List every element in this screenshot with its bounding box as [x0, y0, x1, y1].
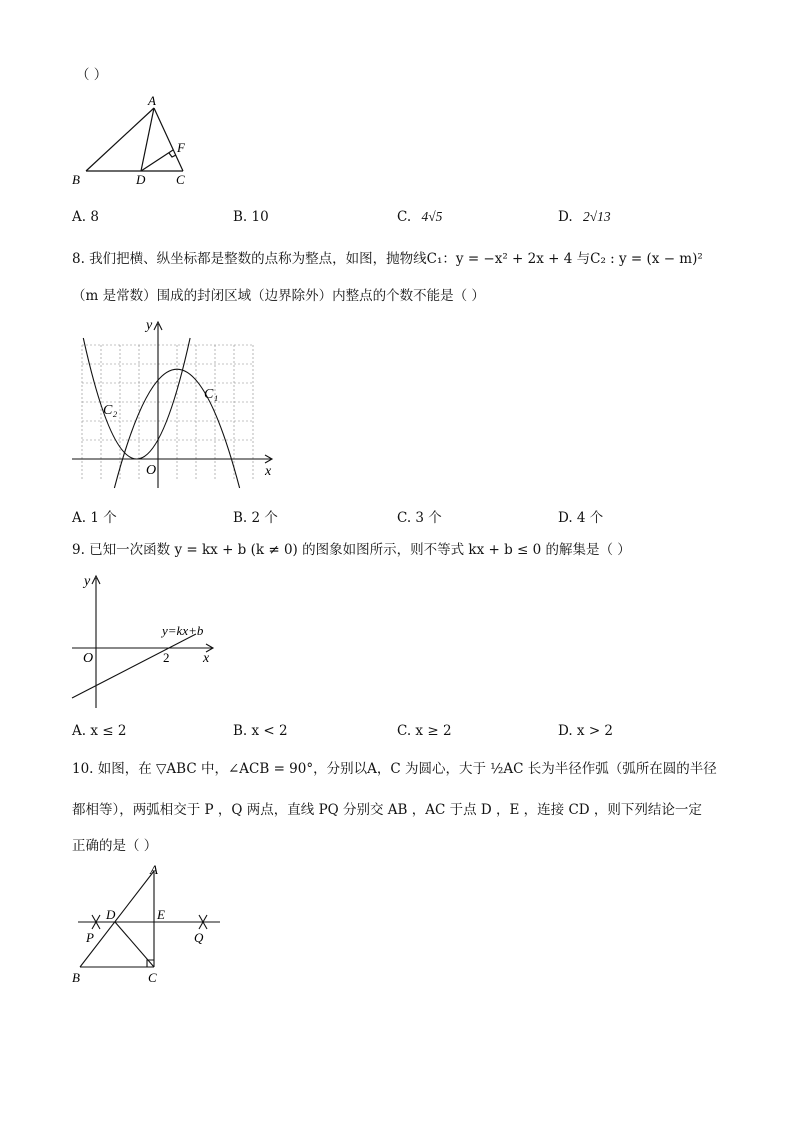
q7-option-c-value: 4√5: [421, 209, 443, 224]
segment-df: [141, 150, 173, 171]
q8-option-d: D. 4 个: [558, 510, 604, 526]
label-e: E: [157, 907, 165, 922]
q7-option-a: A. 8: [72, 209, 99, 225]
label-a: A: [150, 862, 158, 877]
q10-stem-line2: 都相等），两弧相交于 P ，Q 两点，直线 PQ 分别交 AB ，AC 于点 D ，E ，连接 CD ，则下列结论一定: [72, 802, 702, 818]
q8-option-b: B. 2 个: [233, 510, 278, 526]
c2-label: C₂: [103, 403, 118, 418]
q9-option-a: A. x ≤ 2: [72, 723, 127, 739]
q10-triangle-figure: [66, 858, 236, 988]
line-equation-label: y=kx+b: [162, 623, 204, 638]
q8-stem-line2: （m 是常数）围成的封闭区域（边界除外）内整点的个数不能是（ ）: [72, 288, 485, 304]
q7-option-c-prefix: C.: [397, 209, 412, 225]
curve-c2: [83, 338, 190, 459]
origin-label: O: [83, 651, 94, 666]
label-c: C: [176, 172, 185, 187]
label-b: B: [72, 970, 80, 985]
x-axis-label: x: [203, 651, 210, 666]
q8-option-c: C. 3 个: [397, 510, 442, 526]
q10-stem-line3: 正确的是（ ）: [72, 838, 158, 854]
y-axis-label: y: [84, 574, 91, 589]
q8-stem-line1: 8. 我们把横、纵坐标都是整数的点称为整点，如图，抛物线C₁：y = −x² + 2x + 4 与C₂ : y = (x − m)²: [72, 251, 703, 267]
q10-stem-line1: 10. 如图，在 ▽ABC 中，∠ACB = 90°，分别以A，C 为圆心，大于 ½AC 长为半径作弧（弧所在圆的半径: [72, 761, 717, 777]
label-d: D: [136, 172, 146, 187]
q9-option-b: B. x < 2: [233, 723, 288, 739]
c1-label: C₁: [204, 387, 219, 402]
q9-line-figure: [66, 570, 226, 710]
origin-label: O: [146, 463, 157, 478]
q9-option-d: D. x > 2: [558, 723, 614, 739]
q7-option-d-value: 2√13: [582, 209, 611, 224]
x-intercept-label: 2: [163, 650, 170, 665]
q7-triangle-figure: [66, 94, 196, 189]
q8-option-a: A. 1 个: [72, 510, 117, 526]
q7-option-c: [397, 209, 442, 225]
q7-option-d-prefix: D.: [558, 209, 573, 225]
q9-stem-line1: 9. 已知一次函数 y = kx + b (k ≠ 0) 的图象如图所示，则不等式 kx + b ≤ 0 的解集是（ ）: [72, 542, 631, 558]
q8-parabola-figure: [66, 310, 281, 490]
label-f: F: [177, 140, 185, 155]
q7-option-b: B. 10: [233, 209, 269, 225]
x-axis-label: x: [265, 464, 272, 479]
segment-ab: [86, 108, 154, 171]
label-a: A: [148, 94, 156, 108]
segment-ab: [80, 871, 154, 967]
label-c: C: [148, 970, 157, 985]
q7-option-d: [558, 209, 611, 225]
q7-stem-tail: （ ）: [76, 67, 108, 83]
label-d: D: [106, 907, 116, 922]
function-line: [72, 634, 196, 698]
label-q: Q: [194, 930, 204, 945]
y-axis-label: y: [146, 318, 153, 333]
label-b: B: [72, 172, 80, 187]
q9-option-c: C. x ≥ 2: [397, 723, 452, 739]
label-p: P: [86, 930, 94, 945]
